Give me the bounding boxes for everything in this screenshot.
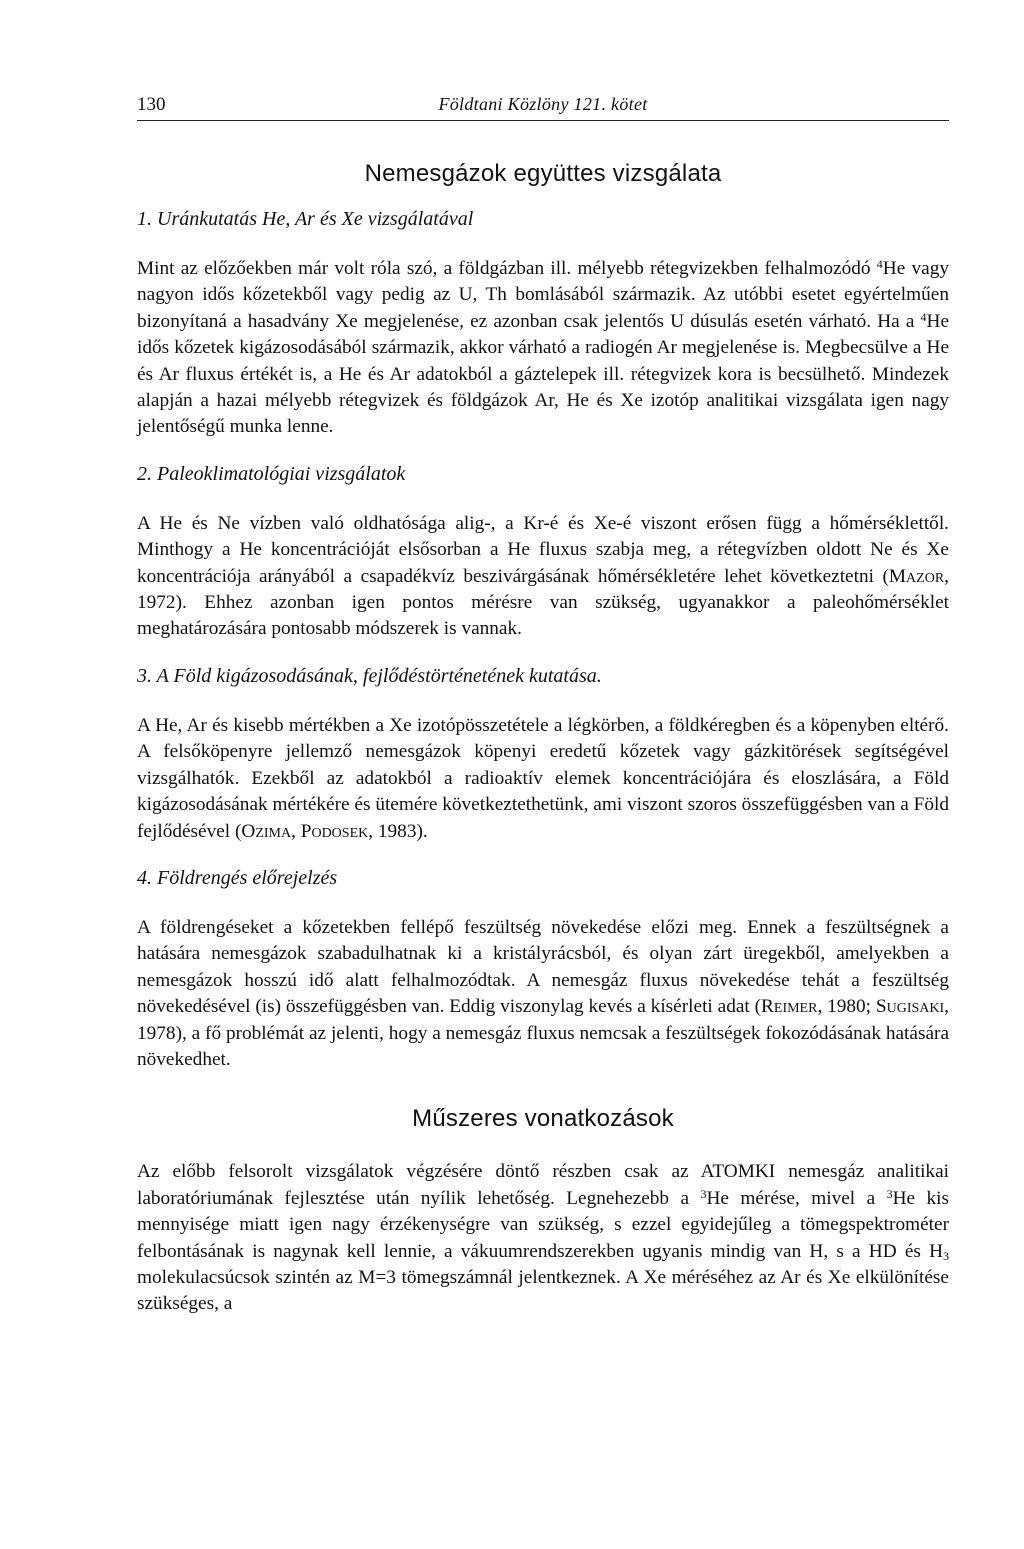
paragraph-earth-degassing: [137, 713, 949, 845]
text-run: , 1978), a fő problémát az jelenti, hogy a nemesgáz fluxus nemcsak a feszültségek fokozódásának hatására növekedhet.: [137, 996, 949, 1070]
running-head: [137, 94, 949, 121]
section-title-noble-gases: Nemesgázok együttes vizsgálata: [364, 160, 722, 187]
citation-author: Sugisaki: [875, 996, 945, 1018]
subheading-earth-degassing: 3. A Föld kigázosodásának, fejlődéstörténetének kutatása.: [137, 664, 602, 687]
superscript: 4: [876, 257, 883, 271]
paragraph-earthquake: [137, 915, 949, 1073]
citation-author: Reimer: [761, 996, 818, 1018]
text-run: , 1980;: [817, 996, 876, 1018]
text-run: A He, Ar és kisebb mértékben a Xe izotópösszetétele a légkörben, a földkéregben és a köpenyben eltérő. A felsőköpenyre jellemző nemesgázok köpenyi eredetű kőzetek vagy gázkitörések segítségével vizsgálhatók. Ezekből az adatokból a radioaktív elemek koncentrációjára és eloszlására, a Föld kigázosodásának mértékére és ütemére következtethetünk, ami viszont szoros összefüggésben van a Föld fejlődésével (: [137, 714, 949, 842]
section-title-instrumentation: Műszeres vonatkozások: [412, 1105, 674, 1133]
citation-author: Ozima: [241, 820, 292, 842]
paragraph-uranium: [137, 256, 949, 441]
citation-author: Podosek: [300, 820, 369, 842]
text-run: He vagy nagyon idős kőzetekből vagy pedig az U, Th bomlásából származik. Az utóbbi esetet egyértelműen bizonyítaná a hasadvány Xe megjelenése, ez azonban csak jelentős U dúsulás esetén várható. Ha a: [137, 258, 949, 332]
citation-author: Mazor: [888, 565, 945, 587]
text-run: A földrengéseket a kőzetekben fellépő feszültség növekedése előzi meg. Ennek a feszültségnek a hatására nemesgázok szabadulhatnak ki a kristályrácsból, és olyan zárt üregekből, amelyekben a nemesgázok hosszú idő alatt felhalmozódtak. A nemesgáz fluxus növekedése tehát a feszültség növekedésével (is) összefüggésben van. Eddig viszonylag kevés a kísérleti adat (: [137, 916, 949, 1018]
superscript: 4: [920, 309, 927, 324]
text-run: He kis mennyisége miatt igen nagy érzékenységre van szükség, s ezzel egyidejűleg a tömegspektrométer felbontásának is nagynak kell lennie, a vákuumrendszerekben ugyanis mindig van H, s a HD és H: [137, 1187, 949, 1262]
paragraph-paleoclimate: [137, 511, 949, 643]
subheading-paleoclimate: 2. Paleoklimatológiai vizsgálatok: [137, 462, 406, 485]
text-run: molekulacsúcsok szintén az M=3 tömegszámnál jelentkeznek. A Xe méréséhez az Ar és Xe elkülönítése szükséges, a: [137, 1266, 949, 1315]
text-run: He idős kőzetek kigázosodásából származik, akkor várható a radiogén Ar megjelenése is. Megbecsülve a He és Ar fluxus értékét is, a He és Ar adatokból a gáztelepek ill. rétegvizek kora is becsülhető. Mindezek alapján a hazai mélyebb rétegvizek és földgázok Ar, He és Xe izotóp analitikai vizsgálata igen nagy jelentőségű munka lenne.: [137, 310, 949, 438]
text-run: Mint az előzőekben már volt róla szó, a földgázban ill. mélyebb rétegvizekben felhalmozódó: [137, 258, 877, 279]
article-body: [137, 160, 949, 1318]
superscript: 3: [886, 1186, 893, 1201]
paragraph-instrumentation: [137, 1159, 949, 1317]
subscript: 3: [943, 1248, 949, 1263]
subheading-earthquake: 4. Földrengés előrejelzés: [137, 866, 338, 889]
text-run: A He és Ne vízben való oldhatósága alig-, a Kr-é és Xe-é viszont erősen függ a hőmérséklettől. Minthogy a He koncentrációját elsősorban a He fluxus szabja meg, a rétegvízben oldott Ne és Xe koncentrációja arányából a csapadékvíz beszivárgásának hőmérsékletére lehet következtetni (: [137, 512, 949, 587]
text-run: He mérése, mivel a: [706, 1187, 887, 1209]
journal-title: Földtani Közlöny 121. kötet: [438, 94, 648, 114]
text-run: , 1983).: [368, 820, 428, 842]
superscript: 3: [700, 1186, 707, 1201]
text-run: Az előbb felsorolt vizsgálatok végzésére döntő részben csak az ATOMKI nemesgáz analitikai laboratóriumának fejlesztése után nyílik lehetőség. Legnehezebb a: [137, 1161, 949, 1209]
text-run: ,: [291, 820, 301, 842]
text-run: , 1972). Ehhez azonban igen pontos mérésre van szükség, ugyanakkor a paleohőmérséklet meghatározására pontosabb módszerek is vannak.: [137, 565, 949, 640]
subheading-uranium: 1. Uránkutatás He, Ar és Xe vizsgálatával: [137, 208, 474, 230]
page-number: 130: [137, 94, 166, 115]
